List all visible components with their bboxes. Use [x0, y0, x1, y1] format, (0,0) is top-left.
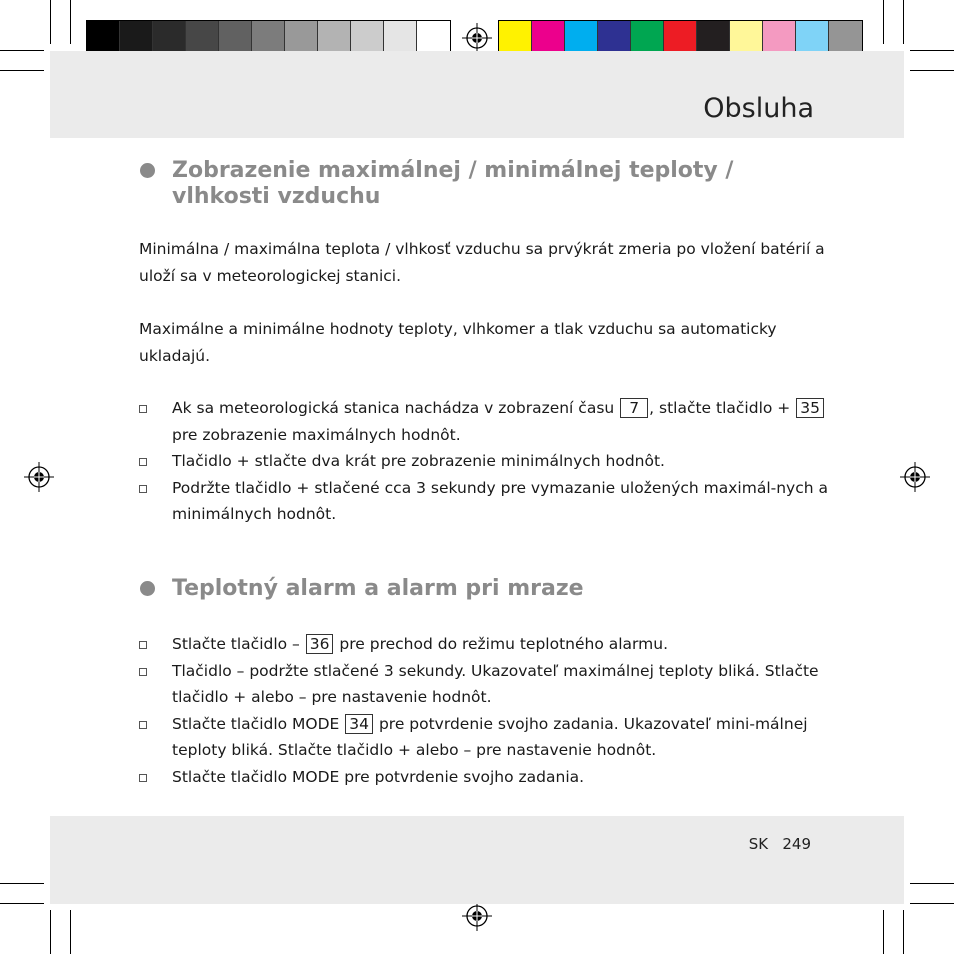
color-swatch	[318, 21, 351, 55]
crop-mark	[910, 903, 954, 904]
registration-mark-icon	[462, 901, 492, 931]
paragraph: Minimálna / maximálna teplota / vlhkosť vzduchu sa prvýkrát zmeria po vložení batérií a uloží sa v meteorologickej stanici.	[139, 240, 825, 285]
list-item: Ak sa meteorologická stanica nachádza v zobrazení času 7 , stlačte tlačidlo + 35 pre zobrazenie maximálnych hodnôt.	[139, 395, 829, 448]
registration-mark-icon	[462, 23, 492, 53]
color-swatch	[565, 21, 598, 55]
crop-mark	[910, 70, 954, 71]
color-swatch	[219, 21, 252, 55]
section-heading-min-max	[140, 158, 820, 210]
color-swatch	[664, 21, 697, 55]
crop-mark	[50, 0, 51, 44]
color-swatch	[631, 21, 664, 55]
reference-number: 35	[796, 398, 824, 418]
crop-mark	[883, 910, 884, 954]
color-swatch	[285, 21, 318, 55]
heading-bullet-icon	[140, 581, 155, 596]
instruction-list	[139, 395, 829, 528]
page-footer	[749, 835, 811, 853]
crop-mark	[903, 0, 904, 44]
crop-mark	[903, 910, 904, 954]
color-swatch	[829, 21, 862, 55]
color-swatch	[186, 21, 219, 55]
heading-bullet-icon	[140, 163, 155, 178]
checkbox-bullet-icon	[139, 668, 147, 676]
page-number: 249	[782, 835, 811, 853]
paragraph: Maximálne a minimálne hodnoty teploty, vlhkomer a tlak vzduchu sa automaticky ukladajú.	[139, 320, 777, 365]
checkbox-bullet-icon	[139, 485, 147, 493]
checkbox-bullet-icon	[139, 641, 147, 649]
color-swatch	[532, 21, 565, 55]
reference-number: 36	[306, 634, 334, 654]
color-swatch	[730, 21, 763, 55]
list-item: Tlačidlo – podržte stlačené 3 sekundy. Ukazovateľ maximálnej teploty bliká. Stlačte tlačidlo + alebo – pre nastavenie hodnôt.	[139, 658, 829, 711]
reference-number: 7	[620, 398, 648, 418]
color-swatch	[252, 21, 285, 55]
color-swatch	[499, 21, 532, 55]
crop-mark	[910, 50, 954, 51]
section-heading-temperature-alarm	[140, 576, 820, 602]
color-swatch	[417, 21, 450, 55]
color-swatch	[598, 21, 631, 55]
color-swatch	[763, 21, 796, 55]
reference-number: 34	[345, 714, 373, 734]
crop-mark	[0, 903, 44, 904]
registration-mark-icon	[900, 462, 930, 492]
list-item: Podržte tlačidlo + stlačené cca 3 sekundy pre vymazanie uložených maximál-nych a minimálnych hodnôt.	[139, 475, 829, 528]
crop-mark	[910, 883, 954, 884]
color-swatch	[87, 21, 120, 55]
list-item: Stlačte tlačidlo MODE pre potvrdenie svojho zadania.	[139, 764, 829, 791]
page-title: Obsluha	[703, 93, 814, 124]
language-code: SK	[748, 835, 769, 853]
list-item: Tlačidlo + stlačte dva krát pre zobrazenie minimálnych hodnôt.	[139, 448, 829, 475]
color-swatch	[153, 21, 186, 55]
crop-mark	[0, 50, 44, 51]
checkbox-bullet-icon	[139, 774, 147, 782]
crop-mark	[0, 70, 44, 71]
crop-mark	[0, 883, 44, 884]
color-swatch	[120, 21, 153, 55]
section-heading-text: Zobrazenie maximálnej / minimálnej teploty / vlhkosti vzduchu	[172, 158, 734, 209]
checkbox-bullet-icon	[139, 458, 147, 466]
crop-mark	[883, 0, 884, 44]
color-swatch	[351, 21, 384, 55]
color-swatch	[697, 21, 730, 55]
footer-band	[50, 816, 904, 904]
crop-mark	[50, 910, 51, 954]
crop-mark	[70, 910, 71, 954]
checkbox-bullet-icon	[139, 405, 147, 413]
list-item: Stlačte tlačidlo MODE 34 pre potvrdenie svojho zadania. Ukazovateľ mini-málnej teploty bliká. Stlačte tlačidlo + alebo – pre nastavenie hodnôt.	[139, 711, 829, 764]
section-heading-text: Teplotný alarm a alarm pri mraze	[172, 576, 584, 601]
instruction-list	[139, 631, 829, 790]
checkbox-bullet-icon	[139, 721, 147, 729]
crop-mark	[70, 0, 71, 44]
color-swatch	[796, 21, 829, 55]
color-swatch	[384, 21, 417, 55]
registration-mark-icon	[24, 462, 54, 492]
list-item: Stlačte tlačidlo – 36 pre prechod do režimu teplotného alarmu.	[139, 631, 829, 658]
